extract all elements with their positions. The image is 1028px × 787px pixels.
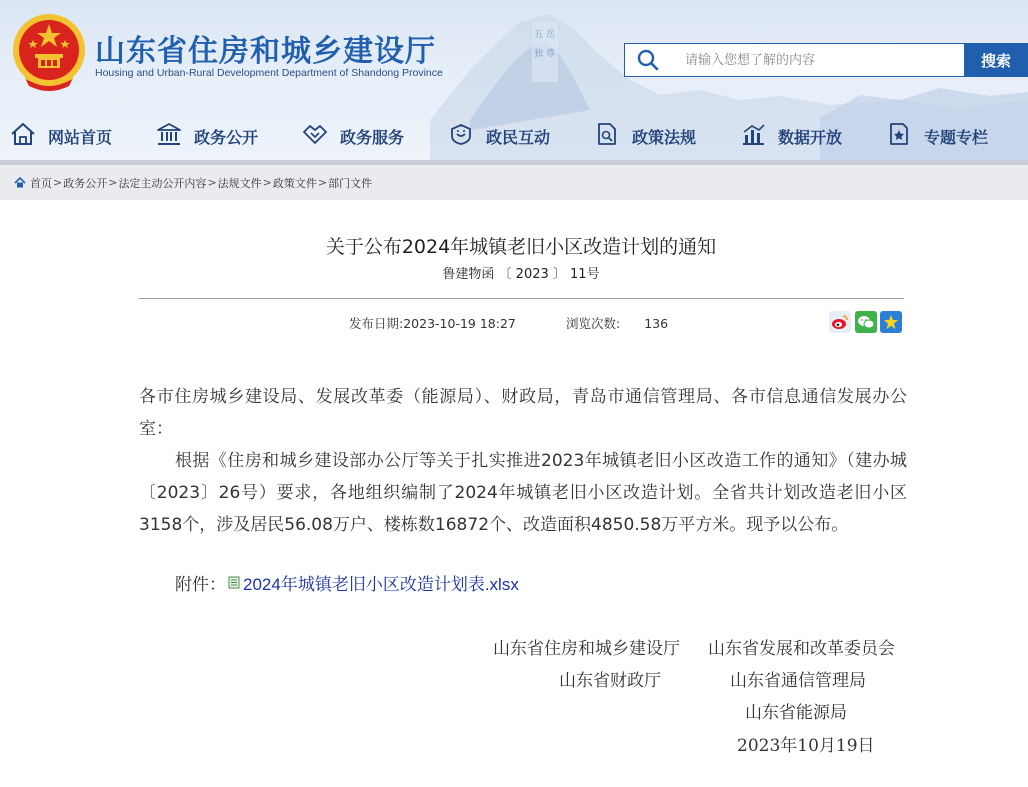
svg-text:尊: 尊: [546, 49, 556, 59]
handshake-icon: [302, 122, 340, 150]
attachment-label: 附件：: [175, 575, 226, 595]
breadcrumb-separator: >: [207, 176, 217, 189]
article-body: [139, 381, 907, 541]
excel-file-icon: [226, 576, 243, 589]
view-count: [566, 314, 668, 332]
body-paragraph: 根据《住房和城乡建设部办公厅等关于扎实推进2023年城镇老旧小区改造工作的通知》（建办城〔2023〕26号）要求，各地组织编制了2024年城镇老旧小区改造计划。全省共计划改造老旧小区3158个，涉及居民56.08万户、楼栋数16872个、改造面积4850.58万平方米。现予以公布。: [139, 451, 907, 535]
breadcrumb-home[interactable]: 首页: [30, 176, 52, 190]
nav-citizen-interaction-label: 政民互动: [486, 127, 551, 147]
publish-date-value: 2023-10-19 18:27: [403, 316, 516, 331]
nav-home[interactable]: [10, 112, 112, 160]
signatory-finance-department: 山东省财政厅: [559, 671, 661, 691]
breadcrumb-regulations[interactable]: 法规文件: [217, 176, 262, 190]
publish-date: [349, 314, 516, 332]
search-bar: [624, 43, 1028, 77]
bar-chart-icon: [740, 122, 778, 150]
nav-citizen-interaction[interactable]: [448, 112, 550, 160]
weibo-icon[interactable]: [829, 311, 851, 333]
nav-special-topics[interactable]: [886, 112, 988, 160]
search-button[interactable]: 搜索: [964, 43, 1028, 77]
breadcrumb-separator: >: [53, 176, 63, 189]
breadcrumb-government-affairs[interactable]: 政务公开: [63, 176, 108, 190]
breadcrumb-separator: >: [262, 176, 272, 189]
nav-government-services[interactable]: [302, 112, 404, 160]
signatory-energy-bureau: 山东省能源局: [745, 703, 847, 723]
document-icon: [594, 122, 632, 150]
breadcrumb-department-documents[interactable]: 部门文件: [328, 176, 373, 190]
home-icon: [10, 122, 48, 150]
article-title: 关于公布2024年城镇老旧小区改造计划的通知: [325, 236, 717, 258]
breadcrumb: [0, 160, 1028, 200]
site-title: 山东省住房和城乡建设厅: [95, 34, 436, 69]
interaction-icon: [448, 122, 486, 150]
publish-date-label: 发布日期:: [349, 316, 404, 331]
nav-policies-regulations[interactable]: [594, 112, 696, 160]
nav-special-topics-label: 专题专栏: [924, 127, 989, 147]
view-count-label: 浏览次数:: [566, 316, 621, 331]
national-emblem-logo: [11, 12, 87, 92]
svg-text:独: 独: [534, 49, 544, 59]
signatory-development-reform-commission: 山东省发展和改革委员会: [708, 639, 895, 659]
main-nav: [0, 112, 1028, 160]
favorite-star-icon[interactable]: [880, 311, 902, 333]
nav-home-label: 网站首页: [48, 127, 113, 147]
svg-text:岳: 岳: [546, 30, 556, 40]
document-number: 鲁建物函 〔 2023 〕 11号: [442, 267, 600, 282]
breadcrumb-policy-documents[interactable]: 政策文件: [272, 176, 317, 190]
sign-date: 2023年10月19日: [737, 736, 875, 756]
search-icon[interactable]: [625, 44, 671, 76]
breadcrumb-separator: >: [108, 176, 118, 189]
site-subtitle: Housing and Urban-Rural Development Department of Shandong Province: [95, 67, 443, 79]
government-building-icon: [156, 122, 194, 150]
signatory-communications-administration: 山东省通信管理局: [730, 671, 866, 691]
nav-policies-regulations-label: 政策法规: [632, 127, 697, 147]
site-header: [0, 0, 1028, 160]
signatory-housing-department: 山东省住房和城乡建设厅: [493, 639, 680, 659]
wechat-icon[interactable]: [855, 311, 877, 333]
attachment: [175, 570, 519, 595]
title-divider: [139, 298, 904, 299]
nav-open-data[interactable]: [740, 112, 842, 160]
topic-icon: [886, 122, 924, 150]
svg-text:五: 五: [534, 30, 544, 40]
attachment-link[interactable]: 2024年城镇老旧小区改造计划表.xlsx: [243, 575, 519, 594]
nav-government-affairs[interactable]: [156, 112, 258, 160]
breadcrumb-statutory-disclosure[interactable]: 法定主动公开内容: [118, 176, 207, 190]
home-icon[interactable]: [14, 177, 26, 188]
nav-government-services-label: 政务服务: [340, 127, 405, 147]
view-count-value: 136: [644, 316, 669, 331]
recipients-paragraph: 各市住房城乡建设局、发展改革委（能源局）、财政局，青岛市通信管理局、各市信息通信发展办公室：: [139, 387, 907, 439]
search-input[interactable]: [671, 45, 964, 75]
breadcrumb-separator: >: [317, 176, 328, 189]
nav-government-affairs-label: 政务公开: [194, 127, 259, 147]
nav-open-data-label: 数据开放: [778, 127, 843, 147]
